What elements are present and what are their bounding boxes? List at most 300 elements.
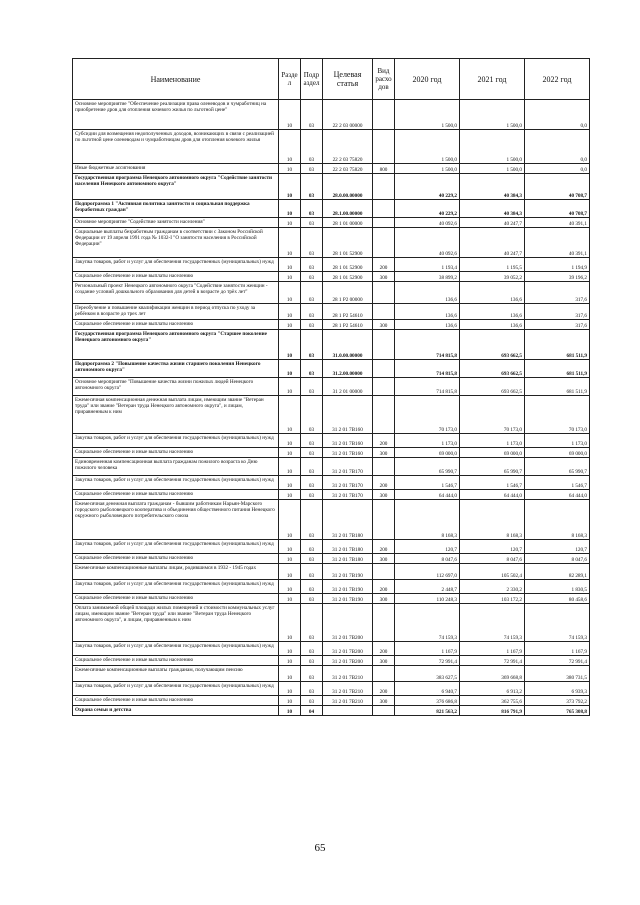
cell-razdel: 10	[279, 594, 301, 604]
cell-name: Охрана семьи и детства	[73, 706, 279, 716]
cell-vid-rashodov	[373, 706, 395, 716]
cell-celevaya-statya: 31 2 01 7В200	[323, 642, 373, 656]
cell-razdel: 10	[279, 200, 301, 218]
cell-podrazdel: 03	[301, 282, 323, 304]
cell-podrazdel: 03	[301, 666, 323, 682]
cell-2022: 317,6	[525, 304, 590, 320]
cell-2022: 8 047,6	[525, 554, 590, 564]
cell-razdel: 10	[279, 448, 301, 458]
cell-2020: 376 686,8	[395, 696, 460, 706]
cell-vid-rashodov	[373, 666, 395, 682]
cell-2022: 40 391,1	[525, 228, 590, 258]
cell-podrazdel: 03	[301, 448, 323, 458]
cell-podrazdel: 03	[301, 594, 323, 604]
header-year-2022: 2022 год	[525, 59, 590, 100]
table-row	[73, 218, 590, 228]
table-row	[73, 100, 590, 130]
cell-2021: 693 662,5	[460, 378, 525, 396]
cell-name: Социальное обеспечение и иные выплаты населению	[73, 448, 279, 458]
cell-razdel: 10	[279, 490, 301, 500]
cell-2021: 362 755,6	[460, 696, 525, 706]
cell-2021: 693 662,5	[460, 330, 525, 360]
cell-razdel: 10	[279, 682, 301, 696]
table-row	[73, 228, 590, 258]
cell-name: Социальное обеспечение и иные выплаты населению	[73, 272, 279, 282]
cell-podrazdel: 03	[301, 218, 323, 228]
cell-name: Государственная программа Ненецкого автономного округа "Старшее поколение Ненецкого автономного округа"	[73, 330, 279, 360]
cell-2022: 380 731,5	[525, 666, 590, 682]
cell-2022: 74 159,3	[525, 604, 590, 642]
cell-2020: 136,6	[395, 304, 460, 320]
cell-name: Ежемесячная денежная выплата гражданам - бывшим работникам Нарьян-Марского городского рыболовецкого кооператива и объединения общественного питания Ненецкого окружного рыболовецкого потребительского союза	[73, 500, 279, 540]
cell-podrazdel: 03	[301, 164, 323, 174]
cell-vid-rashodov: 200	[373, 434, 395, 448]
cell-2022: 40 708,7	[525, 174, 590, 200]
cell-celevaya-statya: 31 2 01 7В190	[323, 594, 373, 604]
cell-2022: 317,6	[525, 282, 590, 304]
cell-2020: 64 444,0	[395, 490, 460, 500]
cell-vid-rashodov: 300	[373, 554, 395, 564]
cell-vid-rashodov	[373, 100, 395, 130]
cell-2022: 39 196,2	[525, 272, 590, 282]
cell-2021: 369 668,8	[460, 666, 525, 682]
table-row	[73, 476, 590, 490]
cell-podrazdel: 03	[301, 378, 323, 396]
cell-celevaya-statya: 22 2 03 75820	[323, 164, 373, 174]
cell-2021: 74 159,3	[460, 604, 525, 642]
cell-podrazdel: 03	[301, 330, 323, 360]
cell-name: Основное мероприятие "Содействие занятости населения"	[73, 218, 279, 228]
cell-2021: 40 247,7	[460, 228, 525, 258]
cell-2021: 64 444,0	[460, 490, 525, 500]
cell-2020: 120,7	[395, 540, 460, 554]
cell-vid-rashodov: 300	[373, 656, 395, 666]
cell-celevaya-statya: 31 2 01 7В170	[323, 476, 373, 490]
cell-podrazdel: 03	[301, 304, 323, 320]
cell-2021: 816 791,9	[460, 706, 525, 716]
cell-celevaya-statya: 31 2 01 7В180	[323, 540, 373, 554]
cell-2022: 317,6	[525, 320, 590, 330]
cell-2021: 1 173,0	[460, 434, 525, 448]
cell-2022: 765 308,8	[525, 706, 590, 716]
cell-podrazdel: 03	[301, 682, 323, 696]
cell-2020: 1 546,7	[395, 476, 460, 490]
cell-name: Закупка товаров, работ и услуг для обеспечения государственных (муниципальных) нужд	[73, 580, 279, 594]
cell-vid-rashodov: 300	[373, 490, 395, 500]
cell-razdel: 10	[279, 272, 301, 282]
cell-2020: 40 229,2	[395, 200, 460, 218]
cell-razdel: 10	[279, 164, 301, 174]
cell-2020: 110 248,3	[395, 594, 460, 604]
table-row	[73, 696, 590, 706]
cell-razdel: 10	[279, 320, 301, 330]
cell-name: Подпрограмма 2 "Повышение качества жизни старшего поколения Ненецкого автономного округа"	[73, 360, 279, 378]
table-row	[73, 604, 590, 642]
cell-podrazdel: 03	[301, 174, 323, 200]
cell-2022: 70 173,0	[525, 396, 590, 434]
cell-razdel: 10	[279, 656, 301, 666]
cell-name: Социальное обеспечение и иные выплаты населению	[73, 554, 279, 564]
cell-podrazdel: 03	[301, 500, 323, 540]
cell-2021: 40 384,3	[460, 174, 525, 200]
cell-podrazdel: 03	[301, 564, 323, 580]
table-row	[73, 200, 590, 218]
cell-razdel: 10	[279, 174, 301, 200]
cell-name: Единовременная компенсационная выплата гражданам пожилого возраста ко Дню пожилого человека	[73, 458, 279, 476]
table-row	[73, 320, 590, 330]
cell-name: Региональный проект Ненецкого автономного округа "Содействие занятости женщин - создание условий дошкольного образования для детей в возрасте до трёх лет"	[73, 282, 279, 304]
cell-2020: 70 173,0	[395, 396, 460, 434]
cell-2022: 65 990,7	[525, 458, 590, 476]
cell-2022: 1 830,5	[525, 580, 590, 594]
cell-2020: 65 990,7	[395, 458, 460, 476]
cell-celevaya-statya: 31 2 01 7В190	[323, 580, 373, 594]
cell-2022: 373 792,2	[525, 696, 590, 706]
cell-2020: 40 092,6	[395, 228, 460, 258]
cell-vid-rashodov	[373, 282, 395, 304]
cell-celevaya-statya: 28 1 P2 54610	[323, 304, 373, 320]
cell-name: Ежемесячные компенсационные выплаты лицам, родившимся в 1932 - 1945 годах	[73, 564, 279, 580]
table-row	[73, 500, 590, 540]
cell-podrazdel: 03	[301, 580, 323, 594]
cell-razdel: 10	[279, 554, 301, 564]
cell-2020: 821 563,2	[395, 706, 460, 716]
cell-name: Ежемесячная компенсационная денежная выплата лицам, имеющим звание "Ветеран труда" или звание "Ветеран труда Ненецкого автономного округа", и лицам, приравненным к ним	[73, 396, 279, 434]
cell-2022: 681 511,9	[525, 330, 590, 360]
cell-2020: 1 167,9	[395, 642, 460, 656]
cell-2022: 1 167,9	[525, 642, 590, 656]
cell-name: Закупка товаров, работ и услуг для обеспечения государственных (муниципальных) нужд	[73, 682, 279, 696]
cell-celevaya-statya: 31.2.00.00000	[323, 360, 373, 378]
cell-celevaya-statya: 31.0.00.00000	[323, 330, 373, 360]
cell-razdel: 10	[279, 130, 301, 164]
cell-vid-rashodov	[373, 200, 395, 218]
cell-podrazdel: 03	[301, 696, 323, 706]
cell-podrazdel: 03	[301, 434, 323, 448]
cell-2021: 65 990,7	[460, 458, 525, 476]
cell-razdel: 10	[279, 258, 301, 272]
cell-2022: 1 173,0	[525, 434, 590, 448]
table-row	[73, 594, 590, 604]
cell-2021: 1 167,9	[460, 642, 525, 656]
cell-name: Социальное обеспечение и иные выплаты населению	[73, 696, 279, 706]
cell-celevaya-statya: 28 1 01 52900	[323, 228, 373, 258]
cell-vid-rashodov	[373, 604, 395, 642]
cell-name: Подпрограмма 1 "Активная политика занятости и социальная поддержка безработных граждан"	[73, 200, 279, 218]
cell-podrazdel: 03	[301, 200, 323, 218]
cell-2021: 136,6	[460, 320, 525, 330]
cell-vid-rashodov: 300	[373, 320, 395, 330]
cell-vid-rashodov	[373, 500, 395, 540]
header-razdel: Разде л	[279, 59, 301, 100]
cell-vid-rashodov: 800	[373, 164, 395, 174]
header-year-2020: 2020 год	[395, 59, 460, 100]
cell-2021: 40 247,7	[460, 218, 525, 228]
cell-celevaya-statya: 28 1 P2 00000	[323, 282, 373, 304]
cell-2021: 69 000,0	[460, 448, 525, 458]
cell-name: Государственная программа Ненецкого автономного округа "Содействие занятости населения Ненецкого автономного округа"	[73, 174, 279, 200]
cell-vid-rashodov	[373, 564, 395, 580]
cell-razdel: 10	[279, 604, 301, 642]
cell-2021: 70 173,0	[460, 396, 525, 434]
cell-2022: 0,0	[525, 100, 590, 130]
cell-name: Иные бюджетные ассигнования	[73, 164, 279, 174]
cell-celevaya-statya: 31 2 01 7В160	[323, 448, 373, 458]
cell-celevaya-statya: 31 2 01 7В200	[323, 604, 373, 642]
cell-podrazdel: 03	[301, 540, 323, 554]
cell-name: Ежемесячные компенсационные выплаты гражданам, получающим пенсию	[73, 666, 279, 682]
table-row	[73, 540, 590, 554]
cell-celevaya-statya: 22 2 03 75820	[323, 130, 373, 164]
cell-razdel: 10	[279, 706, 301, 716]
cell-celevaya-statya: 28 1 01 00000	[323, 218, 373, 228]
cell-name: Основное мероприятие "Обеспечение реализации права оленеводов и чумработниц на приобретение дров для отопления кочевого жилья по льготной цене"	[73, 100, 279, 130]
table-row	[73, 580, 590, 594]
cell-2022: 6 939,3	[525, 682, 590, 696]
cell-podrazdel: 03	[301, 476, 323, 490]
cell-2022: 82 289,1	[525, 564, 590, 580]
cell-podrazdel: 03	[301, 604, 323, 642]
cell-celevaya-statya: 28 1 01 52900	[323, 258, 373, 272]
table-row	[73, 304, 590, 320]
table-row	[73, 378, 590, 396]
cell-razdel: 10	[279, 642, 301, 656]
cell-2022: 0,0	[525, 164, 590, 174]
cell-name: Закупка товаров, работ и услуг для обеспечения государственных (муниципальных) нужд	[73, 476, 279, 490]
cell-vid-rashodov: 300	[373, 594, 395, 604]
header-vid-rashodov: Вид расхо дов	[373, 59, 395, 100]
cell-2020: 1 193,4	[395, 258, 460, 272]
cell-2021: 1 500,0	[460, 164, 525, 174]
cell-razdel: 10	[279, 696, 301, 706]
cell-razdel: 10	[279, 476, 301, 490]
cell-vid-rashodov: 300	[373, 272, 395, 282]
cell-2021: 1 546,7	[460, 476, 525, 490]
cell-celevaya-statya: 28 1 P2 54610	[323, 320, 373, 330]
table-row	[73, 458, 590, 476]
cell-2021: 120,7	[460, 540, 525, 554]
table-row	[73, 174, 590, 200]
cell-celevaya-statya: 28.0.00.00000	[323, 174, 373, 200]
cell-razdel: 10	[279, 378, 301, 396]
cell-celevaya-statya: 31 2 01 7В200	[323, 656, 373, 666]
cell-2020: 714 815,8	[395, 378, 460, 396]
cell-name: Закупка товаров, работ и услуг для обеспечения государственных (муниципальных) нужд	[73, 434, 279, 448]
cell-2021: 693 662,5	[460, 360, 525, 378]
table-row	[73, 330, 590, 360]
cell-name: Закупка товаров, работ и услуг для обеспечения государственных (муниципальных) нужд	[73, 540, 279, 554]
cell-2022: 681 511,9	[525, 360, 590, 378]
cell-2021: 1 195,5	[460, 258, 525, 272]
table-row	[73, 682, 590, 696]
cell-razdel: 10	[279, 540, 301, 554]
cell-celevaya-statya: 31 2 01 7В180	[323, 554, 373, 564]
cell-2021: 8 168,3	[460, 500, 525, 540]
cell-name: Социальное обеспечение и иные выплаты населению	[73, 594, 279, 604]
cell-2022: 1 546,7	[525, 476, 590, 490]
cell-2021: 72 991,4	[460, 656, 525, 666]
table-row	[73, 282, 590, 304]
cell-vid-rashodov: 300	[373, 448, 395, 458]
cell-2022: 69 000,0	[525, 448, 590, 458]
cell-2021: 1 500,0	[460, 100, 525, 130]
cell-2022: 120,7	[525, 540, 590, 554]
table-row	[73, 656, 590, 666]
cell-celevaya-statya: 31 2 01 00000	[323, 378, 373, 396]
cell-2020: 8 047,6	[395, 554, 460, 564]
cell-vid-rashodov	[373, 330, 395, 360]
cell-razdel: 10	[279, 500, 301, 540]
cell-name: Закупка товаров, работ и услуг для обеспечения государственных (муниципальных) нужд	[73, 258, 279, 272]
cell-2022: 72 991,4	[525, 656, 590, 666]
cell-vid-rashodov	[373, 174, 395, 200]
cell-2020: 136,6	[395, 320, 460, 330]
cell-2021: 105 502,4	[460, 564, 525, 580]
table-row	[73, 272, 590, 282]
cell-podrazdel: 03	[301, 272, 323, 282]
header-podrazdel: Подр аздел	[301, 59, 323, 100]
cell-2020: 112 697,0	[395, 564, 460, 580]
cell-celevaya-statya: 28 1 01 52900	[323, 272, 373, 282]
cell-razdel: 10	[279, 458, 301, 476]
cell-celevaya-statya: 31 2 01 7В180	[323, 500, 373, 540]
page-number: 65	[314, 842, 326, 854]
cell-2022: 40 391,1	[525, 218, 590, 228]
cell-2021: 2 330,2	[460, 580, 525, 594]
cell-2020: 1 500,0	[395, 130, 460, 164]
cell-2020: 383 627,5	[395, 666, 460, 682]
cell-2020: 1 173,0	[395, 434, 460, 448]
table-row	[73, 434, 590, 448]
cell-name: Социальные выплаты безработным гражданам в соответствии с Законом Российской Федерации от 19 апреля 1991 года № 1032-I "О занятости населения в Российской Федерации"	[73, 228, 279, 258]
cell-podrazdel: 03	[301, 396, 323, 434]
cell-podrazdel: 04	[301, 706, 323, 716]
cell-name: Социальное обеспечение и иные выплаты населению	[73, 320, 279, 330]
cell-celevaya-statya: 31 2 01 7В210	[323, 666, 373, 682]
table-row	[73, 706, 590, 716]
cell-2020: 714 815,8	[395, 360, 460, 378]
table-row	[73, 554, 590, 564]
cell-podrazdel: 03	[301, 130, 323, 164]
cell-celevaya-statya: 22 2 03 00000	[323, 100, 373, 130]
cell-podrazdel: 03	[301, 360, 323, 378]
cell-2020: 714 815,8	[395, 330, 460, 360]
cell-name: Субсидии для возмещения недополученных доходов, возникающих в связи с реализацией по льготной цене оленеводам и чумработницам дров для отопления кочевого жилья	[73, 130, 279, 164]
cell-2022: 681 511,9	[525, 378, 590, 396]
cell-2022: 1 194,9	[525, 258, 590, 272]
table-row	[73, 564, 590, 580]
cell-podrazdel: 03	[301, 458, 323, 476]
table-row	[73, 448, 590, 458]
cell-podrazdel: 03	[301, 554, 323, 564]
cell-vid-rashodov: 200	[373, 580, 395, 594]
cell-vid-rashodov: 200	[373, 540, 395, 554]
cell-celevaya-statya	[323, 706, 373, 716]
cell-vid-rashodov	[373, 228, 395, 258]
cell-razdel: 10	[279, 218, 301, 228]
cell-vid-rashodov: 200	[373, 476, 395, 490]
cell-vid-rashodov	[373, 458, 395, 476]
cell-celevaya-statya: 31 2 01 7В210	[323, 682, 373, 696]
cell-razdel: 10	[279, 100, 301, 130]
cell-vid-rashodov: 200	[373, 642, 395, 656]
cell-celevaya-statya: 31 2 01 7В160	[323, 396, 373, 434]
cell-podrazdel: 03	[301, 320, 323, 330]
cell-celevaya-statya: 28.1.00.00000	[323, 200, 373, 218]
cell-2022: 80 458,6	[525, 594, 590, 604]
cell-name: Оплата занимаемой общей площади жилых помещений и стоимости коммунальных услуг лицам, имеющим звание "Ветеран труда" или звание "Ветеран труда Ненецкого автономного округа", и лицам, приравненным к ним	[73, 604, 279, 642]
cell-2020: 1 500,0	[395, 100, 460, 130]
cell-2020: 69 000,0	[395, 448, 460, 458]
budget-table	[72, 58, 590, 716]
cell-razdel: 10	[279, 434, 301, 448]
header-celevaya-statya: Целевая статья	[323, 59, 373, 100]
cell-2021: 6 913,2	[460, 682, 525, 696]
cell-name: Социальное обеспечение и иные выплаты населению	[73, 656, 279, 666]
cell-razdel: 10	[279, 580, 301, 594]
cell-2021: 8 047,6	[460, 554, 525, 564]
cell-name: Основное мероприятие "Повышение качества жизни пожилых людей Ненецкого автономного округа"	[73, 378, 279, 396]
budget-table-wrapper	[72, 58, 589, 716]
cell-celevaya-statya: 31 2 01 7В160	[323, 434, 373, 448]
cell-vid-rashodov	[373, 304, 395, 320]
cell-razdel: 10	[279, 228, 301, 258]
cell-2020: 2 448,7	[395, 580, 460, 594]
table-body	[73, 100, 590, 716]
cell-2021: 39 052,2	[460, 272, 525, 282]
cell-razdel: 10	[279, 360, 301, 378]
cell-podrazdel: 03	[301, 490, 323, 500]
cell-2021: 136,6	[460, 304, 525, 320]
table-row	[73, 490, 590, 500]
cell-2021: 40 384,3	[460, 200, 525, 218]
cell-razdel: 10	[279, 396, 301, 434]
table-row	[73, 258, 590, 272]
header-name: Наименование	[73, 59, 279, 100]
table-row	[73, 666, 590, 682]
cell-celevaya-statya: 31 2 01 7В190	[323, 564, 373, 580]
cell-2020: 6 940,7	[395, 682, 460, 696]
table-row	[73, 642, 590, 656]
cell-2020: 136,6	[395, 282, 460, 304]
cell-name: Закупка товаров, работ и услуг для обеспечения государственных (муниципальных) нужд	[73, 642, 279, 656]
cell-2022: 40 708,7	[525, 200, 590, 218]
cell-2022: 0,0	[525, 130, 590, 164]
cell-razdel: 10	[279, 666, 301, 682]
cell-vid-rashodov: 200	[373, 682, 395, 696]
cell-podrazdel: 03	[301, 100, 323, 130]
cell-podrazdel: 03	[301, 642, 323, 656]
table-row	[73, 396, 590, 434]
table-row	[73, 164, 590, 174]
cell-2020: 40 229,2	[395, 174, 460, 200]
cell-name: Социальное обеспечение и иные выплаты населению	[73, 490, 279, 500]
cell-2022: 8 168,3	[525, 500, 590, 540]
cell-vid-rashodov	[373, 218, 395, 228]
cell-vid-rashodov	[373, 396, 395, 434]
cell-podrazdel: 03	[301, 228, 323, 258]
cell-razdel: 10	[279, 304, 301, 320]
table-header-row	[73, 59, 590, 100]
cell-podrazdel: 03	[301, 258, 323, 272]
cell-vid-rashodov	[373, 360, 395, 378]
cell-2022: 64 444,0	[525, 490, 590, 500]
cell-celevaya-statya: 31 2 01 7В210	[323, 696, 373, 706]
cell-name: Переобучение и повышение квалификации женщин в период отпуска по уходу за ребёнком в возрасте до трех лет	[73, 304, 279, 320]
cell-2020: 38 899,2	[395, 272, 460, 282]
header-year-2021: 2021 год	[460, 59, 525, 100]
cell-2020: 1 500,0	[395, 164, 460, 174]
